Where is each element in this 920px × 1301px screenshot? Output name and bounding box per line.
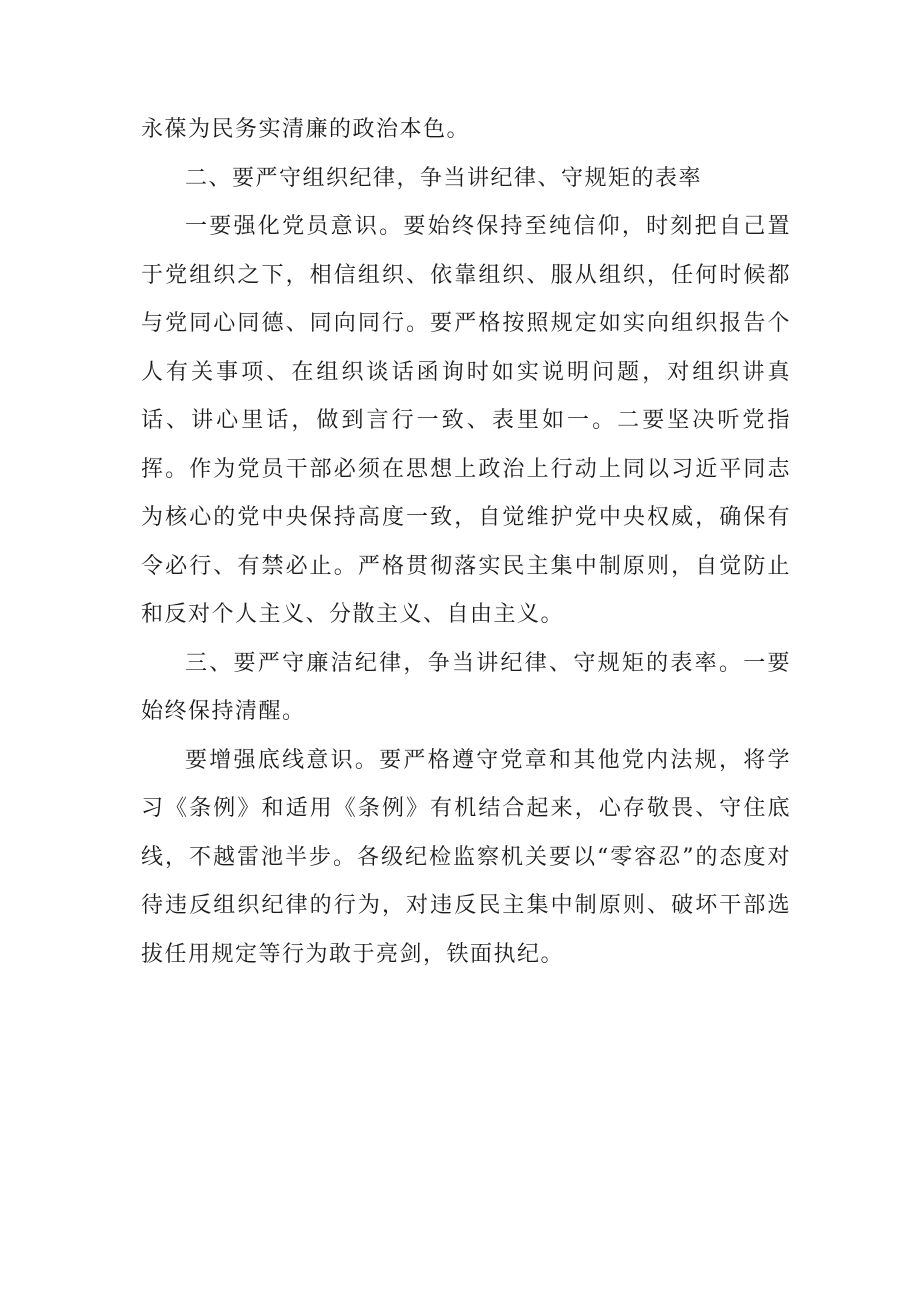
- paragraph-party-awareness: 一要强化党员意识。要始终保持至纯信仰，时刻把自己置于党组织之下，相信组织、依靠组织、服从组织，任何时候都与党同心同德、同向同行。要严格按照规定如实向组织报告个人有关事项、在组织谈话函询时如实说明问题，对组织讲真话、讲心里话，做到言行一致、表里如一。二要坚决听党指挥。作为党员干部必须在思想上政治上行动上同以习近平同志为核心的党中央保持高度一致，自觉维护党中央权威，确保有令必行、有禁必止。严格贯彻落实民主集中制原则，自觉防止和反对个人主义、分散主义、自由主义。: [141, 214, 791, 627]
- section-heading-three: 三、要严守廉洁纪律，争当讲纪律、守规矩的表率。一要始终保持清醒。: [141, 650, 791, 724]
- paragraph-bottom-line: 要增强底线意识。要严格遵守党章和其他党内法规，将学习《条例》和适用《条例》有机结合起来，心存敬畏、守住底线，不越雷池半步。各级纪检监察机关要以“零容忍”的态度对待违反组织纪律的行为，对违反民主集中制原则、破坏干部选拔任用规定等行为敢于亮剑，铁面执纪。: [141, 747, 791, 967]
- document-body: [141, 106, 791, 979]
- paragraph-continuation: 永葆为民务实清廉的政治本色。: [141, 117, 471, 142]
- section-heading-two: 二、要严守组织纪律，争当讲纪律、守规矩的表率: [185, 165, 703, 191]
